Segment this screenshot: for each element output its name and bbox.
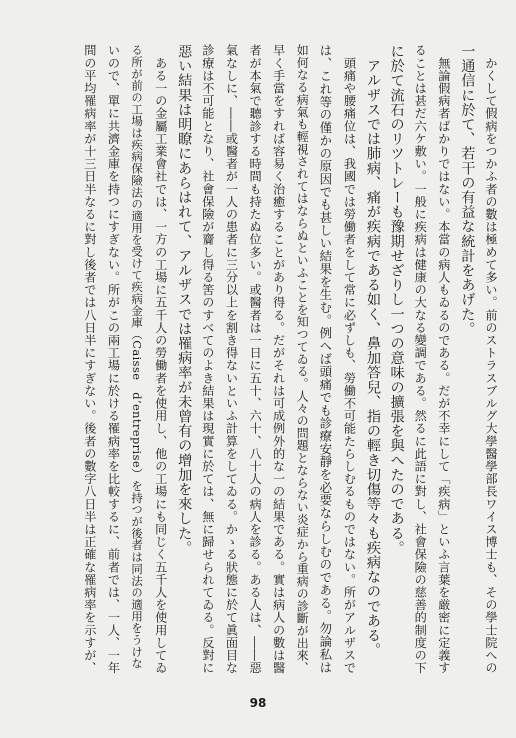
text-line: 間の平均罹病率が十三日半なるに對し後者では八日半にすぎない。後者の數字八日半は正確な罹病率を示すが、 [82,44,97,674]
page-number: 98 [249,696,267,710]
text-line: 頭痛や腰痛位は、我國では勞働者をして常に必ずしも、勞働不可能たらしむるものではない。所がアルザスで [342,44,357,674]
text-line: 一通信に於て、若干の有益な統計をあげた。 [459,44,476,336]
text-line: アルザスでは肺病、痛が疾病である如く、鼻加答兒、指の輕き切傷等々も疾病なのである。 [365,44,382,658]
text-line: 惡い結果は明瞭にあらはれて、アルザスでは罹病率が未曾有の增加を來した。 [176,44,193,555]
text-line: に於て流石のリツトレーも豫期せざりし一つの意味の擴張を與へたのである。 [388,44,405,555]
text-line: かくして假病をつかふ者の數は極めて多い。前のストラスブルグ大學醫學部長ワイス博士も、その學士院への [484,44,498,674]
text-line: は、これ等の僅かの原因でも甚しい結果を生む。例へば頭痛でも診療安靜を必要ならしむのである。勿論私は [317,44,333,674]
text-line: 氣なしに、――或醫者が一人の患者に三分以上を割き得ないといふ計算をしてゐる。かゝる狀態に於て眞面目な [224,44,239,674]
text-line: いので、單に共濟金庫を持つにすぎない。所がこの兩工場に於ける罹病率を比較するに、前者では、一人、一年 [106,44,121,674]
vertical-text-body [77,44,502,680]
text-line: る所が前の工場は疾病保險法の適用を受けて疾病金庫（Caisse d’entreprise）を持つが後者は同法の適用をうけな [130,44,145,670]
text-line: 診療は不可能となり、社會保險が齎し得る筈のすべてのよき結果は現實に於ては、無に歸せられてゐる。反對に [200,44,215,674]
text-line: 如何なる病氣も輕視されてはならぬといふことを知つてゐる。人々の問題とならない炎症から重病の診斷が出來、 [295,44,310,674]
text-line: 者が本氣で聽診する時間も持たぬ位多い。或醫者は一日に五十、六十、八十人の病人を診る。ある人は、――惡 [248,44,263,674]
text-line: ることは甚だ六ケ敷い。一般に疾病は健康の大なる變調である。然るに此語に對し、社會保險の慈善的制度の下 [413,44,428,674]
text-line: ある一の金屬工業會社では、一方の工場に五千人の勞働者を使用し、他の工場にも同じく五千人を使用してゐ [153,44,168,674]
text-line: 早く手當をすれば容易く治癒することがあり得る。だがそれは可成例外的な一の結果である。實は病人の數は醫 [271,44,286,674]
text-line: 無論假病者ばかりではない。本當の病人もゐるのである。だが不幸にして「疾病」といふ言葉を厳密に定義す [436,44,451,674]
